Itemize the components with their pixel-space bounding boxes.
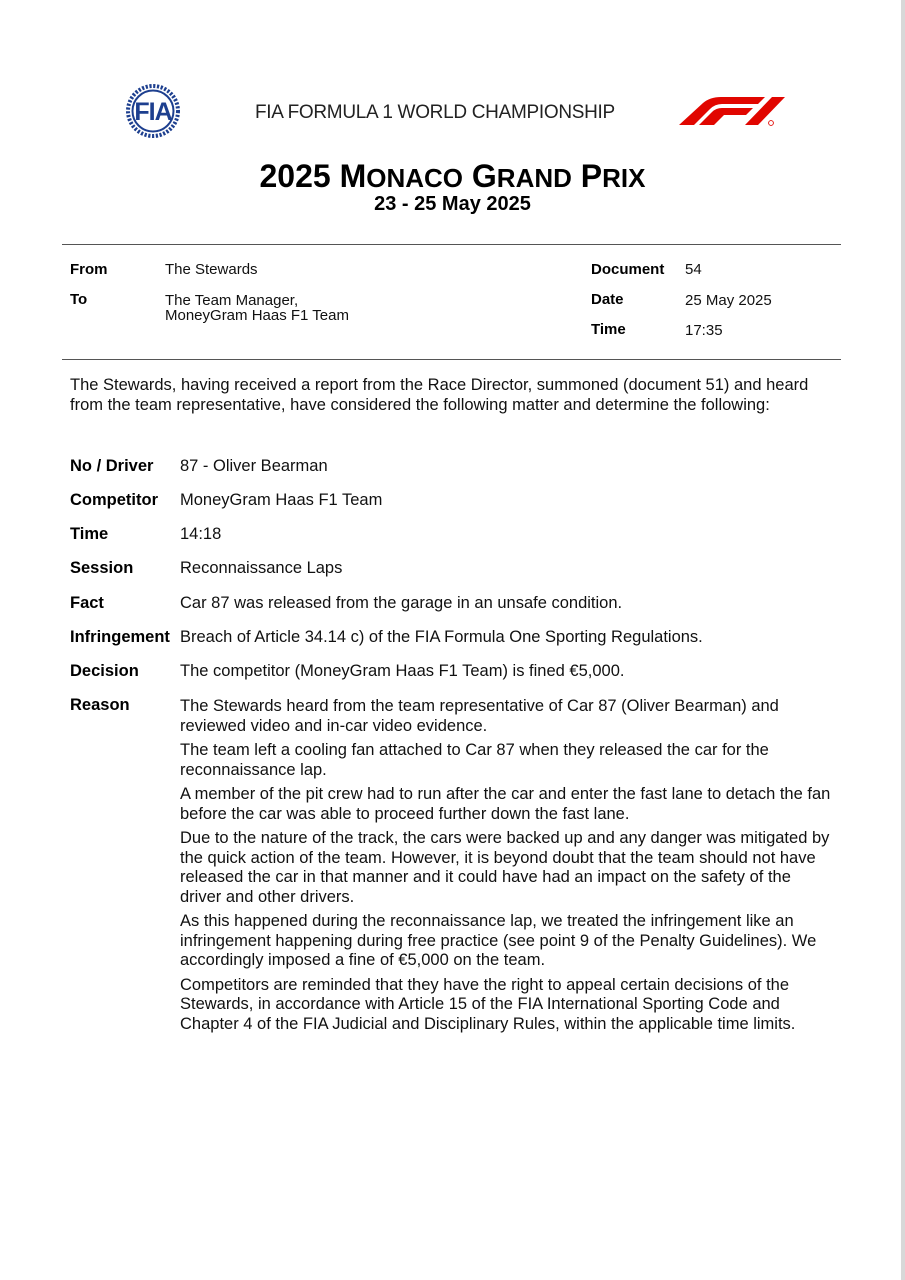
reason-paragraph: The team left a cooling fan attached to Car 87 when they released the car for the reconnaissance lap. bbox=[180, 741, 769, 779]
intro-paragraph: The Stewards, having received a report from the Race Director, summoned (document 51) and heard from the team representative, have considered the following matter and determine the following: bbox=[70, 376, 809, 414]
field-value-infringement: Breach of Article 34.14 c) of the FIA Formula One Sporting Regulations. bbox=[180, 628, 703, 646]
date-label: Date bbox=[591, 291, 624, 308]
field-value-time: 14:18 bbox=[180, 525, 222, 543]
reason-paragraph: Competitors are reminded that they have the right to appeal certain decisions of the Stewards, in accordance with Article 15 of the FIA International Sporting Code and Chapter 4 of the FIA Judicial and Disciplinary Rules, within the applicable time limits. bbox=[180, 975, 796, 1033]
from-label: From bbox=[70, 261, 108, 278]
svg-text:FIA: FIA bbox=[134, 98, 172, 126]
reason-paragraph: Due to the nature of the track, the cars were backed up and any danger was mitigated by the quick action of the team. However, it is beyond doubt that the team should not have released the car in that manner and it could have had an impact on the safety of the driver and other drivers. bbox=[180, 829, 830, 906]
to-value-line2: MoneyGram Haas F1 Team bbox=[165, 307, 349, 324]
field-label-infringement: Infringement bbox=[70, 628, 170, 646]
field-label-reason: Reason bbox=[70, 696, 130, 714]
field-value-decision: The competitor (MoneyGram Haas F1 Team) is fined €5,000. bbox=[180, 662, 625, 680]
title-year: 2025 bbox=[259, 158, 331, 194]
event-dates: 23 - 25 May 2025 bbox=[374, 193, 531, 215]
field-label-driver: No / Driver bbox=[70, 457, 154, 475]
to-value-line1: The Team Manager, bbox=[165, 292, 299, 309]
from-value: The Stewards bbox=[165, 261, 258, 278]
field-label-session: Session bbox=[70, 559, 134, 577]
field-value-session: Reconnaissance Laps bbox=[180, 559, 343, 577]
reason-paragraph: A member of the pit crew had to run after the car and enter the fast lane to detach the fan before the car was able to proceed further down the fast lane. bbox=[180, 785, 831, 823]
document-label: Document bbox=[591, 261, 665, 278]
reason-paragraph: As this happened during the reconnaissance lap, we treated the infringement like an infringement happening during free practice (see point 9 of the Penalty Guidelines). We accordingly imposed a fine of €5,000 on the team. bbox=[180, 912, 817, 969]
time-value: 17:35 bbox=[685, 322, 723, 339]
field-value-competitor: MoneyGram Haas F1 Team bbox=[180, 491, 383, 509]
top-divider bbox=[62, 244, 841, 245]
time-label: Time bbox=[591, 321, 626, 338]
fia-logo bbox=[114, 84, 192, 138]
field-value-fact: Car 87 was released from the garage in an unsafe condition. bbox=[180, 594, 623, 612]
title-word-monaco: MONACO bbox=[339, 158, 464, 194]
field-label-fact: Fact bbox=[70, 594, 104, 612]
to-label: To bbox=[70, 291, 88, 308]
field-label-time: Time bbox=[70, 525, 109, 543]
championship-title: FIA FORMULA 1 WORLD CHAMPIONSHIP bbox=[255, 102, 615, 123]
title-word-grand: GRAND bbox=[471, 158, 572, 194]
date-value: 25 May 2025 bbox=[685, 292, 772, 309]
title-word-prix: PRIX bbox=[580, 158, 646, 194]
header-divider bbox=[62, 359, 841, 360]
f1-logo bbox=[677, 95, 787, 127]
reason-paragraph: The Stewards heard from the team representative of Car 87 (Oliver Bearman) and reviewed video and in-car video evidence. bbox=[180, 697, 779, 735]
reason-text bbox=[180, 697, 835, 1039]
document-value: 54 bbox=[685, 261, 702, 278]
event-title bbox=[0, 158, 905, 195]
field-label-decision: Decision bbox=[70, 662, 139, 680]
field-value-driver: 87 - Oliver Bearman bbox=[180, 457, 328, 475]
field-label-competitor: Competitor bbox=[70, 491, 158, 509]
